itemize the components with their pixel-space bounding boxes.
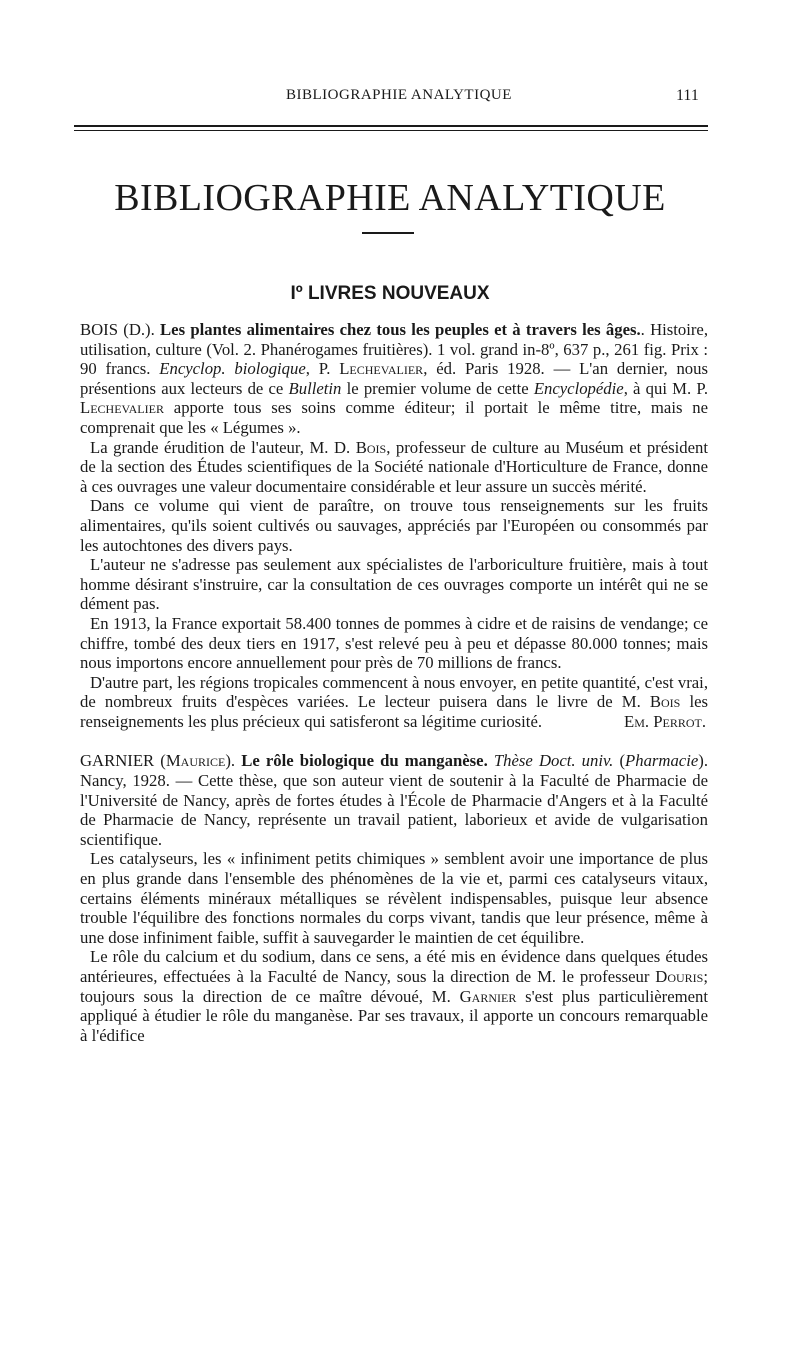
paragraph-text: La grande érudition de l'auteur, M. D. bbox=[90, 437, 356, 457]
reference-text: apporte tous ses soins comme éditeur; il portait le même titre, mais ne comprenait que les « Légumes ». bbox=[80, 398, 708, 437]
title-divider bbox=[362, 232, 414, 234]
paragraph-text: , professeur de culture au Muséum et président de la section des Études scientifiques de la Société nationale d'Horticulture de France, donne à ces ouvrages une valeur documentaire considérable et leur assure un succès mérité. bbox=[80, 437, 708, 496]
thesis-type: Thèse Doct. univ. bbox=[487, 751, 614, 771]
person-name: Bois bbox=[355, 437, 387, 457]
review-entry-garnier bbox=[80, 751, 708, 1045]
review-entry-bois bbox=[80, 320, 708, 731]
book-title: Le rôle biologique du manganèse. bbox=[241, 751, 488, 771]
encyclopedia-name: Encyclopédie bbox=[533, 378, 624, 398]
page-number: 111 bbox=[676, 87, 699, 104]
series-title: Encyclop. biologique bbox=[159, 359, 306, 379]
paragraph bbox=[80, 947, 708, 1045]
paragraph: En 1913, la France exportait 58.400 tonnes de pommes à cidre et de raisins de vendange; ce chiffre, tombé des deux tiers en 1917, s'est relevé peu à peu et dépasse 80.000 tonnes; mais nous importons encore annuellement pour près de 70 millions de francs. bbox=[80, 613, 708, 673]
discipline: Pharmacie bbox=[625, 751, 699, 771]
author-name: ). bbox=[225, 751, 242, 771]
publisher-name: Lechevalier bbox=[339, 359, 424, 379]
reference-text: ). Nancy, 1928. — Cette thèse, que son auteur vient de soutenir à la Faculté de Pharmacie de l'Université de Nancy, après de fortes études à l'École de Pharmacie d'Angers et à la Faculté de Pharmacie de Nancy, représente un travail patient, laborieux et avide de vulgarisation scientifique. bbox=[80, 751, 708, 849]
reviewer-signature: Em. Perrot. bbox=[624, 711, 706, 731]
reference-text: le premier volume de cette bbox=[341, 378, 534, 398]
paragraph-text: les renseignements les plus précieux qui satisferont sa légitime curiosité. bbox=[80, 692, 708, 731]
paragraph bbox=[80, 751, 708, 849]
paragraph-text: ; toujours sous la direction de ce maître dévoué, M. bbox=[80, 967, 708, 1006]
header-rule-thin bbox=[74, 130, 708, 131]
paragraph: Dans ce volume qui vient de paraître, on trouve tous renseignements sur les fruits alimentaires, qu'ils soient cultivés ou sauvages, appréciés par l'Européen ou consommés par les autochtones des divers pays. bbox=[80, 496, 708, 555]
reference-text: , P. bbox=[305, 359, 340, 379]
page-title: BIBLIOGRAPHIE ANALYTIQUE bbox=[114, 177, 666, 219]
section-heading: Iº LIVRES NOUVEAUX bbox=[290, 283, 490, 304]
author-name: BOIS (D.). bbox=[80, 320, 155, 339]
header-rule-thick bbox=[74, 125, 708, 127]
paragraph: Les catalyseurs, les « infiniment petits chimiques » semblent avoir une importance de plus en plus grande dans l'ensemble des phénomènes de la vie et, parmi ces catalyseurs vitaux, certains éléments minéraux métalliques se révèlent indispensables, puisque leur absence trouble l'équilibre des fonctions normales du corps vivant, tandis que leur présence, même à une dose infiniment faible, suffit à sauvegarder le maintien de cet équilibre. bbox=[80, 849, 708, 947]
reference-text: , à qui M. P. bbox=[623, 378, 708, 398]
reference-text: . Histoire, utilisation, culture (Vol. 2. Phanérogames fruitières). 1 vol. grand in-8º, 637 p., 261 fig. Prix : 90 francs. bbox=[80, 320, 709, 379]
running-header bbox=[0, 87, 800, 111]
paragraph-text: Le rôle du calcium et du sodium, dans ce sens, a été mis en évidence dans quelques études antérieures, effectuées à la Faculté de Nancy, sous la direction de M. le professeur bbox=[80, 947, 708, 986]
reference-text: ( bbox=[613, 751, 626, 771]
publisher-name: Lechevalier bbox=[80, 398, 164, 418]
reference-text: , éd. Paris 1928. — L'an dernier, nous présentions aux lecteurs de ce bbox=[80, 359, 708, 398]
paragraph bbox=[80, 320, 708, 438]
paragraph-text: D'autre part, les régions tropicales commencent à nous envoyer, en petite quantité, c'est vrai, de nombreux fruits d'espèces variées. Le lecteur puisera dans le livre de M. bbox=[80, 672, 708, 712]
author-first-name: Maurice bbox=[165, 751, 226, 771]
person-name: Douris bbox=[655, 967, 704, 986]
journal-name: Bulletin bbox=[288, 378, 342, 398]
book-title: Les plantes alimentaires chez tous les peuples et à travers les âges. bbox=[160, 320, 641, 339]
person-name: Garnier bbox=[459, 986, 517, 1006]
paragraph: L'auteur ne s'adresse pas seulement aux spécialistes de l'arboriculture fruitière, mais à tout homme désirant s'instruire, car la consultation de ces ouvrages comporte un intérêt qui ne se dément pas. bbox=[80, 555, 708, 614]
author-name: GARNIER ( bbox=[80, 751, 166, 771]
person-name: Bois bbox=[649, 692, 681, 712]
paragraph-text: s'est plus particulièrement appliqué à étudier le rôle du manganèse. Par ses travaux, il apporte un concours remarquable à l'édifice bbox=[80, 986, 708, 1045]
article-body bbox=[80, 320, 708, 1045]
paragraph bbox=[80, 438, 708, 497]
running-title: BIBLIOGRAPHIE ANALYTIQUE bbox=[286, 87, 512, 103]
